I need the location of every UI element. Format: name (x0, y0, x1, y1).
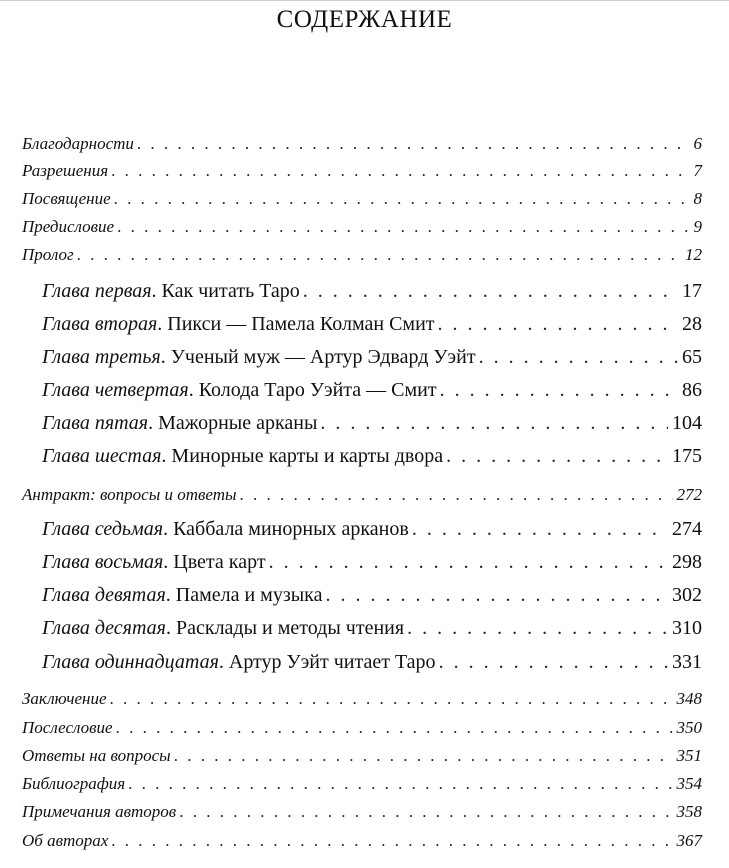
leader-dots (77, 243, 681, 267)
leader-dots (446, 441, 668, 471)
toc-entry-page: 8 (693, 189, 702, 208)
toc-entry-page: 348 (676, 689, 702, 708)
chapter-page: 17 (682, 280, 702, 302)
toc-chapter[interactable] (42, 580, 702, 610)
chapter-page: 28 (682, 313, 702, 335)
leader-dots (114, 187, 690, 211)
toc-entry-label: Примечания авторов (22, 802, 177, 821)
chapter-title: . Как читать Таро (151, 280, 300, 302)
toc-entry[interactable] (22, 159, 702, 183)
chapter-title: . Артур Уэйт читает Таро (218, 651, 436, 673)
leader-dots (111, 829, 672, 853)
chapter-number: Глава десятая (42, 617, 166, 639)
toc-entry-label: Благодарности (22, 134, 134, 153)
leader-dots (111, 159, 689, 183)
top-rule (0, 0, 729, 1)
toc-entry-page: 272 (676, 485, 702, 504)
leader-dots (412, 514, 668, 544)
toc-entry[interactable] (22, 772, 702, 796)
chapter-title: . Пикси — Памела Колман Смит (157, 313, 435, 335)
toc-entry-page: 351 (676, 746, 702, 765)
chapter-title: . Ученый муж — Артур Эдвард Уэйт (160, 346, 476, 368)
chapter-number: Глава шестая (42, 445, 162, 467)
leader-dots (440, 375, 678, 405)
leader-dots (240, 483, 673, 507)
toc-entry[interactable] (22, 829, 702, 853)
leader-dots (128, 772, 672, 796)
chapter-title: . Каббала минорных арканов (163, 518, 409, 540)
toc-entry[interactable] (22, 132, 702, 156)
toc-entry-page: 12 (685, 245, 702, 264)
chapter-title: . Мажорные арканы (148, 412, 318, 434)
leader-dots (303, 276, 678, 306)
leader-dots (439, 647, 668, 677)
chapter-page: 274 (672, 518, 702, 540)
chapter-title: . Минорные карты и карты двора (161, 445, 444, 467)
chapter-page: 298 (672, 551, 702, 573)
toc-entry-page: 6 (693, 134, 702, 153)
toc-entry[interactable] (22, 800, 702, 824)
chapter-number: Глава седьмая (42, 518, 164, 540)
chapter-title: . Памела и музыка (165, 584, 323, 606)
chapter-number: Глава пятая (42, 412, 149, 434)
toc-entry-label: Библиография (22, 774, 126, 793)
toc-entry[interactable] (22, 187, 702, 211)
toc-entry-page: 350 (676, 718, 702, 737)
toc-entry[interactable] (22, 687, 702, 711)
chapter-number: Глава вторая (42, 313, 158, 335)
chapter-number: Глава четвертая (42, 379, 189, 401)
chapter-number: Глава одиннадцатая (42, 651, 219, 673)
chapter-number: Глава девятая (42, 584, 166, 606)
toc-chapter[interactable] (42, 441, 702, 471)
toc-entry[interactable] (22, 744, 702, 768)
toc-chapter[interactable] (42, 408, 702, 438)
chapter-page: 331 (672, 651, 702, 673)
toc-chapter[interactable] (42, 547, 702, 577)
toc-entry-label: Разрешения (22, 161, 109, 180)
chapter-title: . Колода Таро Уэйта — Смит (188, 379, 437, 401)
leader-dots (179, 800, 672, 824)
toc-entry-page: 354 (676, 774, 702, 793)
chapter-title: . Цвета карт (163, 551, 266, 573)
leader-dots (117, 215, 689, 239)
leader-dots (325, 580, 668, 610)
toc-entry-label: Антракт: вопросы и ответы (22, 485, 237, 504)
toc-entry-label: Предисловие (22, 217, 115, 236)
chapter-page: 65 (682, 346, 702, 368)
toc-entry-page: 358 (676, 802, 702, 821)
toc-entry-interlude[interactable] (22, 483, 702, 507)
toc-entry[interactable] (22, 215, 702, 239)
toc-chapter[interactable] (42, 342, 702, 372)
toc-entry-page: 7 (693, 161, 702, 180)
toc-entry-label: Об авторах (22, 831, 109, 850)
toc-entry[interactable] (22, 716, 702, 740)
toc-chapter[interactable] (42, 375, 702, 405)
leader-dots (269, 547, 668, 577)
page-title: СОДЕРЖАНИЕ (276, 6, 453, 33)
leader-dots (110, 687, 673, 711)
toc-entry[interactable] (22, 243, 702, 267)
toc-entry-label: Послесловие (22, 718, 113, 737)
chapter-title: . Расклады и методы чтения (165, 617, 405, 639)
chapter-number: Глава первая (42, 280, 152, 302)
chapter-page: 175 (672, 445, 702, 467)
chapter-page: 302 (672, 584, 702, 606)
toc-chapter[interactable] (42, 276, 702, 306)
toc-entry-page: 9 (693, 217, 702, 236)
leader-dots (407, 613, 668, 643)
leader-dots (438, 309, 678, 339)
leader-dots (174, 744, 673, 768)
leader-dots (320, 408, 668, 438)
leader-dots (116, 716, 673, 740)
chapter-number: Глава третья (42, 346, 161, 368)
toc-chapter[interactable] (42, 613, 702, 643)
leader-dots (137, 132, 690, 156)
toc-entry-page: 367 (676, 831, 702, 850)
toc-chapter[interactable] (42, 647, 702, 677)
toc-entry-label: Пролог (22, 245, 74, 264)
chapter-page: 104 (672, 412, 702, 434)
chapter-page: 310 (672, 617, 702, 639)
toc-entry-label: Заключение (22, 689, 107, 708)
leader-dots (479, 342, 678, 372)
toc-entry-label: Ответы на вопросы (22, 746, 171, 765)
toc-entry-label: Посвящение (22, 189, 111, 208)
chapter-number: Глава восьмая (42, 551, 164, 573)
chapter-page: 86 (682, 379, 702, 401)
toc-chapter[interactable] (42, 514, 702, 544)
toc-chapter[interactable] (42, 309, 702, 339)
